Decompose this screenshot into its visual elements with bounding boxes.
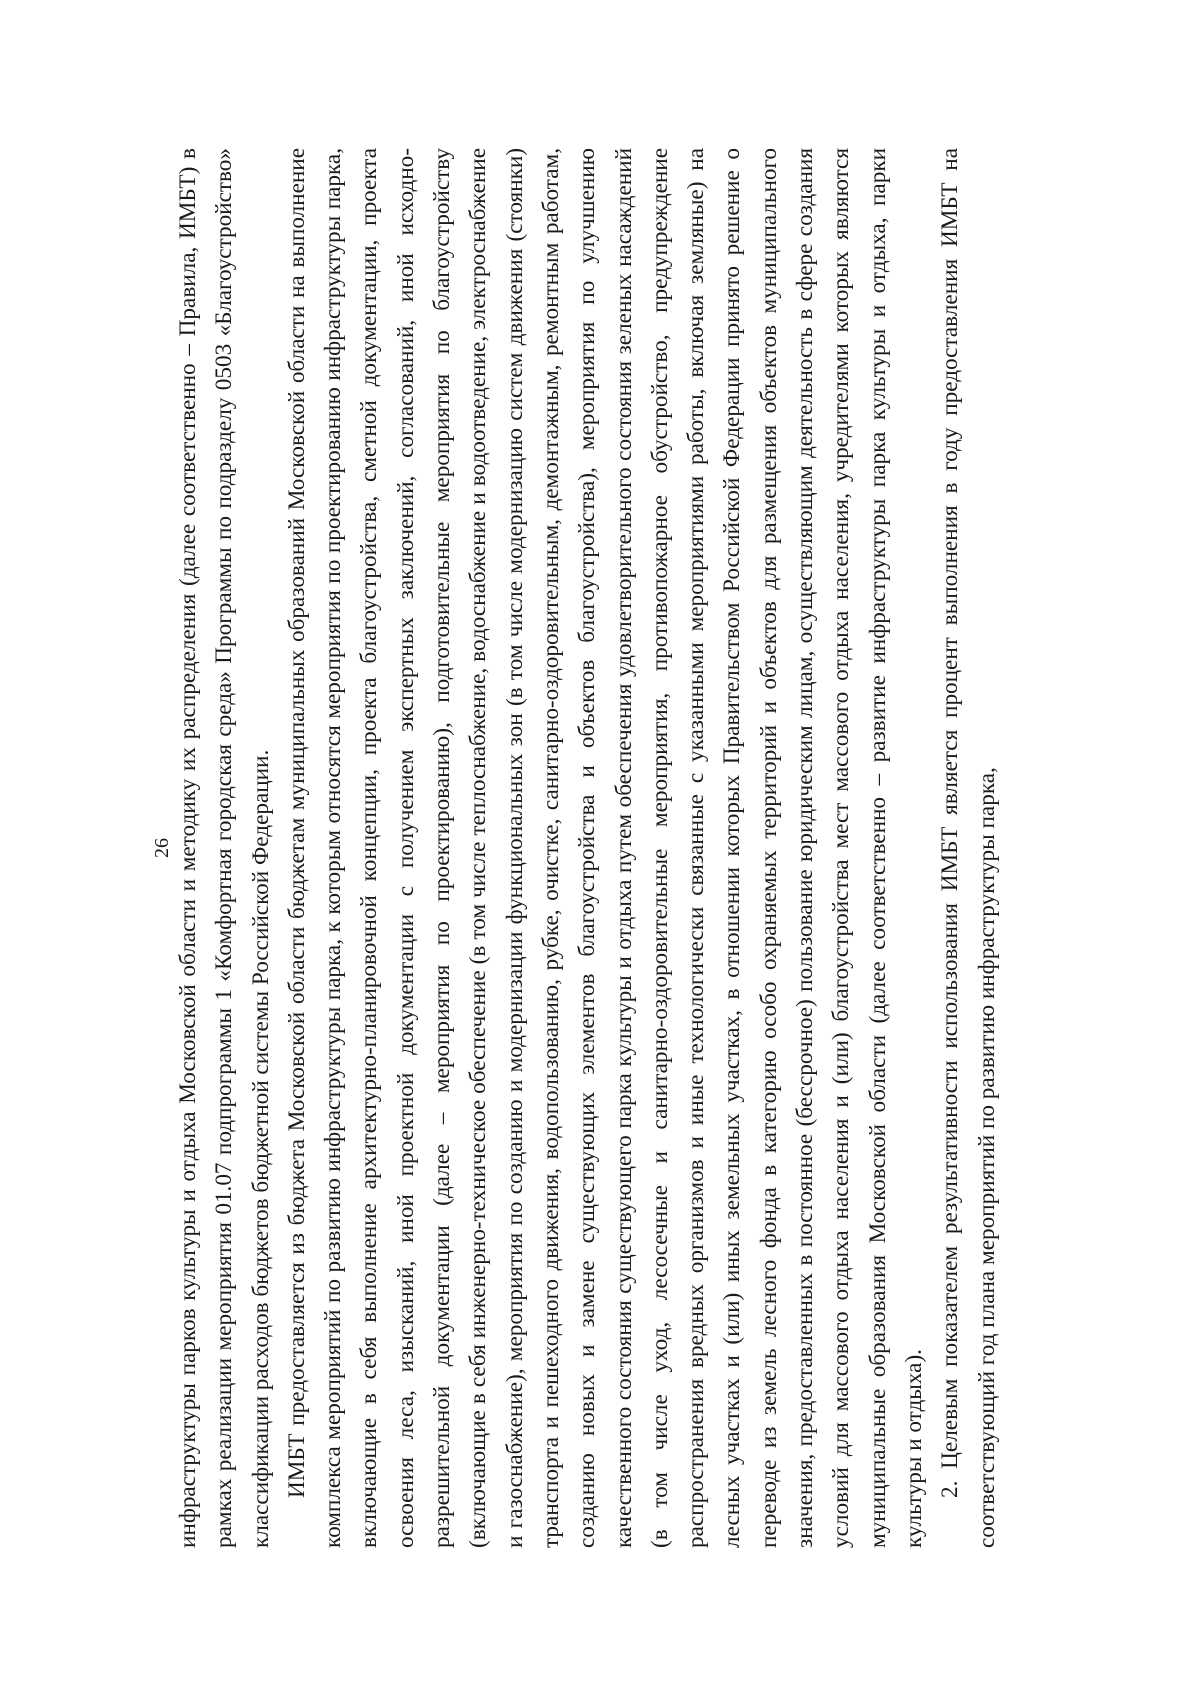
paragraph-imbt-provision: ИМБТ предоставляется из бюджета Московской области бюджетам муниципальных образований Московской области на выполнение комплекса мероприятий по развитию инфраструктуры парка, к которым относятся мероприятия по проектированию инфраструктуры парка, включающие в себя выполнение архитектурно-планировочной концепции, проекта благоустройства, сметной документации, проекта освоения леса, изысканий, иной проектной документации с получением экспертных заключений, согласований, иной исходно-разрешительной документации (далее – мероприятия по проектированию), подготовительные мероприятия по благоустройству (включающие в себя инженерно-техническое обеспечение (в том числе теплоснабжение, водоснабжение и водоотведение, электроснабжение и газоснабжение), мероприятия по созданию и модернизации функциональных зон (в том числе модернизацию систем движения (стоянки) транспорта и пешеходного движения, водопользованию, рубке, очистке, санитарно-оздоровительным, демонтажным, ремонтным работам, созданию новых и замене существующих элементов благоустройства и объектов благоустройства), мероприятия по улучшению качественного состояния существующего парка культуры и отдыха путем обеспечения удовлетворительного состояния зеленых насаждений (в том числе уход, лесосечные и санитарно-оздоровительные мероприятия, противопожарное обустройство, предупреждение распространения вредных организмов и иные технологически связанные с указанными мероприятиями работы, включая земляные) на лесных участках и (или) иных земельных участках, в отношении которых Правительством Российской Федерации принято решение о переводе из земель лесного фонда в категорию особо охраняемых территорий и объектов для размещения объектов муниципального значения, предоставленных в постоянное (бессрочное) пользование юридическим лицам, осуществляющим деятельность в сфере создания условий для массового отдыха населения и (или) благоустройства мест массового отдыха населения, учредителями которых являются муниципальные образования Московской области (далее соответственно – развитие инфраструктуры парка культуры и отдыха, парки культуры и отдыха). [283,148,927,1548]
rotated-page [150,148,1050,1548]
page-number: 26 [151,838,173,858]
document-body [170,148,1005,1548]
paragraph-target-indicator: 2. Целевым показателем результативности использования ИМБТ является процент выполнения в году предоставления ИМБТ на соответствующий год плана мероприятий по развитию инфраструктуры парка, [937,148,1000,1548]
paragraph-continuation: инфраструктуры парков культуры и отдыха Московской области и методику их распределения (далее соответственно – Правила, ИМБТ) в рамках реализации мероприятия 01.07 подпрограммы 1 «Комфортная городская среда» Программы по подразделу 0503 «Благоустройство» классификации расходов бюджетов бюджетной системы Российской Федерации. [175,148,274,1548]
